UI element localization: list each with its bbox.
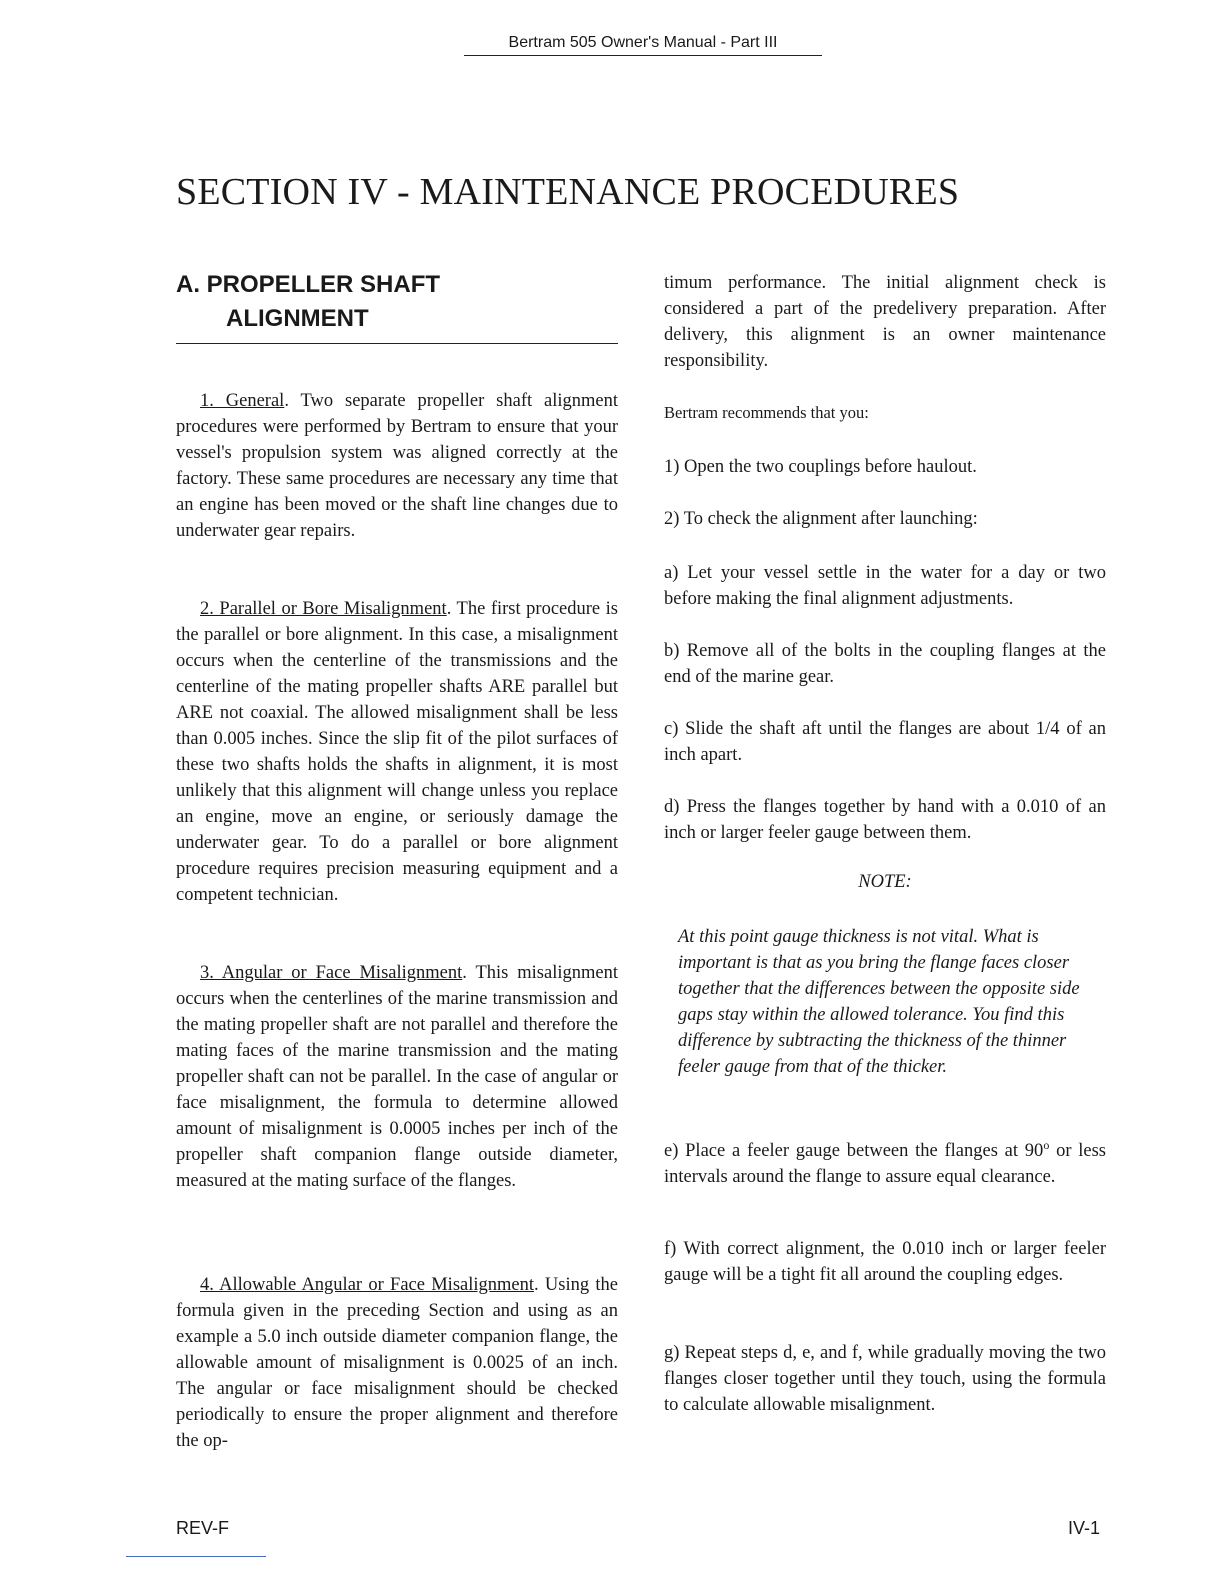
running-header: Bertram 505 Owner's Manual - Part III xyxy=(464,34,822,56)
subsection-heading-line2: ALIGNMENT xyxy=(226,305,369,332)
section-title: SECTION IV - MAINTENANCE PROCEDURES xyxy=(176,171,960,213)
step-f: f) With correct alignment, the 0.010 inch or larger feeler gauge will be a tight fit all around the coupling edges. xyxy=(664,1239,1106,1285)
paragraph-general-text: . Two separate propeller shaft alignment procedures were performed by Bertram to ensure that your vessel's propulsion system was aligned correctly at the factory. These same procedures are necessary any time that an engine has been moved or the shaft line changes due to underwater gear repairs. xyxy=(176,391,618,541)
paragraph-parallel-text: . The first procedure is the parallel or bore alignment. In this case, a misalignment occurs when the centerline of the transmissions and the centerline of the mating propeller shafts ARE parallel but ARE not coaxial. The allowed misalignment shall be less than 0.005 inches. Since the slip fit of the pilot surfaces of these two shafts holds the shafts in alignment, it is most unlikely that this alignment will change unless you replace an engine, move an engine, or seriously damage the underwater gear. To do a parallel or bore alignment procedure requires precision measuring equipment and a competent technician. xyxy=(176,599,618,905)
degree-mark: o xyxy=(1043,1138,1050,1152)
step-e xyxy=(664,1132,1106,1190)
step-g: g) Repeat steps d, e, and f, while gradually moving the two flanges closer together until they touch, using the formula to calculate allowable misalignment. xyxy=(664,1343,1106,1415)
paragraph-angular-misalignment xyxy=(176,960,618,1194)
note-label: NOTE: xyxy=(858,872,912,892)
step-d: d) Press the flanges together by hand with a 0.010 of an inch or larger feeler gauge between them. xyxy=(664,797,1106,843)
step-a: a) Let your vessel settle in the water for a day or two before making the final alignment adjustments. xyxy=(664,563,1106,609)
recommendation-intro: Bertram recommends that you: xyxy=(664,403,869,422)
footer-page-number: IV-1 xyxy=(1068,1518,1101,1538)
paragraph-angular-text: . This misalignment occurs when the centerlines of the marine transmission and the mating propeller shaft are not parallel and therefore the mating faces of the marine transmission and the mating propeller shaft can not be parallel. In the case of angular or face misalignment, the formula to determine allowed amount of misalignment is 0.0005 inches per inch of the propeller shaft companion flange outside diameter, measured at the mating surface of the flanges. xyxy=(176,963,618,1191)
paragraph-continuation: timum performance. The initial alignment check is considered a part of the predelivery preparation. After delivery, this alignment is an owner maintenance responsibility. xyxy=(664,273,1106,371)
paragraph-allowable-misalignment xyxy=(176,1272,618,1454)
subsection-heading-line1: A. PROPELLER SHAFT xyxy=(176,271,441,298)
step-2: 2) To check the alignment after launching: xyxy=(664,509,978,529)
step-e-text-start: e) Place a feeler gauge between the flanges at 90 xyxy=(664,1141,1044,1162)
paragraph-general xyxy=(176,388,618,544)
footer-revision: REV-F xyxy=(176,1518,230,1538)
paragraph-angular-lead: 3. Angular or Face Misalignment xyxy=(200,963,463,983)
step-c: c) Slide the shaft aft until the flanges are about 1/4 of an inch apart. xyxy=(664,719,1106,765)
step-e-text-end: or less intervals around the flange to assure equal clearance. xyxy=(664,1141,1107,1188)
paragraph-allowable-text: . Using the formula given in the preceding Section and using as an example a 5.0 inch outside diameter companion flange, the allowable amount of misalignment is 0.0025 of an inch. The angular or face misalignment should be checked periodically to ensure the proper alignment and therefore the op- xyxy=(176,1275,618,1451)
subsection-heading xyxy=(176,268,618,344)
paragraph-allowable-lead: 4. Allowable Angular or Face Misalignment xyxy=(200,1275,535,1295)
paragraph-parallel-lead: 2. Parallel or Bore Misalignment xyxy=(200,599,447,619)
paragraph-general-lead: 1. General xyxy=(200,391,285,411)
note-text: At this point gauge thickness is not vital. What is important is that as you bring the flange faces closer together that the differences between the opposite side gaps stay within the allowed tolerance. You find this difference by subtracting the thickness of the thinner feeler gauge from that of the thicker. xyxy=(678,927,1080,1077)
paragraph-parallel-misalignment xyxy=(176,596,618,908)
footer-rule xyxy=(126,1556,266,1557)
step-b: b) Remove all of the bolts in the coupling flanges at the end of the marine gear. xyxy=(664,641,1106,687)
step-1: 1) Open the two couplings before haulout. xyxy=(664,457,977,477)
